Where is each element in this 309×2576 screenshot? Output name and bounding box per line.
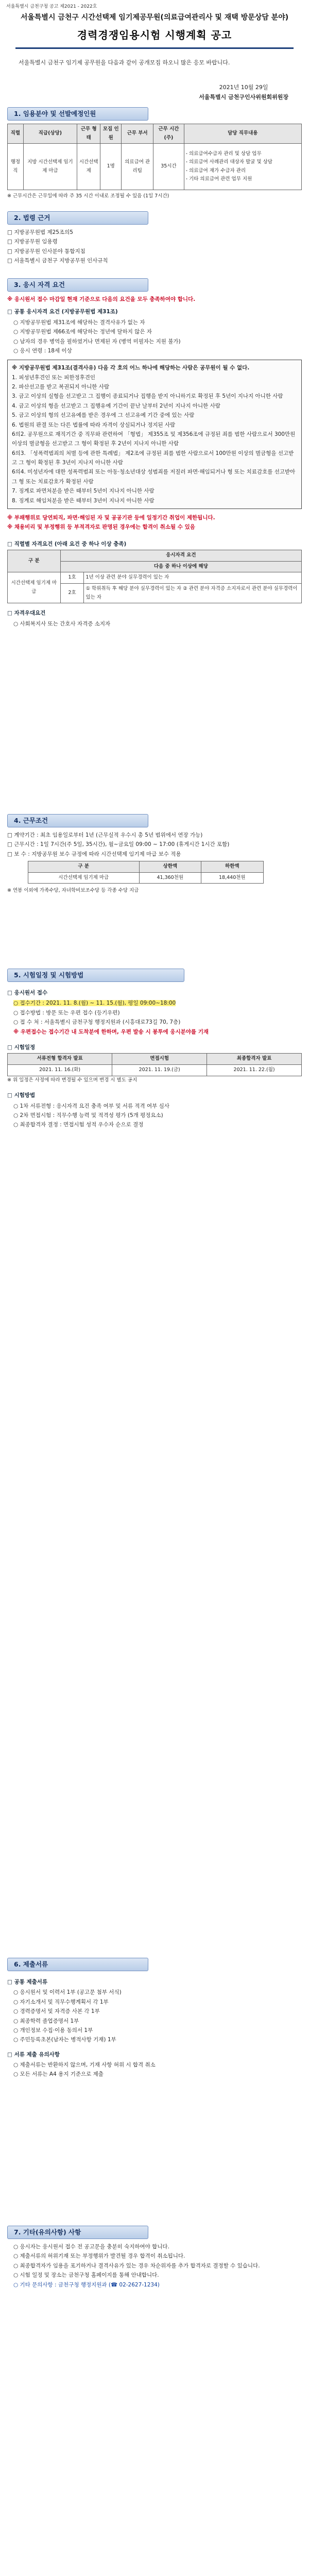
schedule-cell: 2021. 11. 16.(화) <box>8 1064 112 1076</box>
section-3-body <box>7 295 302 629</box>
section-2-heading: 2. 법령 근거 <box>7 211 148 225</box>
etc-contact: ○ 기타 문의사항 : 금천구청 행정지원과 (☎ 02-2627-1234) <box>13 2281 160 2288</box>
section-1-heading: 1. 임용분야 및 선발예정인원 <box>7 107 148 121</box>
disqualification-item: 8. 징계로 해임처분을 받은 때부터 3년이 지나지 아니한 사람 <box>12 497 154 504</box>
application-period-text: ○ 접수기간 : 2021. 11. 8.(월) ~ 11. 15.(월), 평일 09:00~18:00 <box>13 1000 176 1007</box>
series-req-table <box>7 550 302 603</box>
section-5-heading: 5. 시험일정 및 시험방법 <box>7 969 184 982</box>
section-7-heading: 7. 기타(유의사항) 사항 <box>7 2226 148 2239</box>
req-num: 1호 <box>60 572 84 584</box>
pay-col: 구 분 <box>28 861 140 873</box>
col-type: 근무 형태 <box>77 124 100 144</box>
cell-grade: 지방 시간선택제 임기제 마급 <box>23 144 77 190</box>
method-title: □ 시험방법 <box>7 1092 36 1099</box>
schedule-col: 서류전형 합격자 발표 <box>8 1054 112 1065</box>
contract-period: □ 계약기간 : 최초 임용일로부터 1년 (근무실적 우수시 총 5년 범위에서 연장 가능) <box>7 832 203 838</box>
pay-cell: 시간선택제 임기제 마급 <box>28 872 140 884</box>
series-req-title: □ 직렬별 자격요건 (아래 요건 중 하나 이상 충족) <box>7 540 127 547</box>
section-1-footnote: ※ 근무시간은 근무일에 따라 주 35 시간 이내로 조정될 수 있음 (1일 7시간) <box>7 193 169 199</box>
col-series: 직렬 <box>8 124 24 144</box>
warning-1: ※ 부패행위로 당연퇴직, 파면·해임된 자 및 공공기관 등에 일정기간 취업이 제한됩니다. <box>7 514 215 521</box>
req-col-division: 구 분 <box>8 550 61 572</box>
disqualification-item: 6. 법원의 판결 또는 다른 법률에 따라 자격이 상실되거나 정지된 사람 <box>12 421 176 428</box>
etc-item: ○ 최종합격자가 임용을 포기하거나 결격사유가 있는 경우 차순위자를 추가 합격자로 결정할 수 있습니다. <box>13 2262 260 2269</box>
warning-2: ※ 채용비리 및 부정행위 등 부적격자로 판명된 경우에는 합격이 취소될 수 있음 <box>7 524 195 531</box>
law-item: □ 서울특별시 금천구 지방공무원 인사규칙 <box>7 258 108 264</box>
application-place: ○ 접 수 처 : 서울특별시 금천구청 행정지원과 (시흥대로73길 70, 7층) <box>13 1019 181 1026</box>
title-divider <box>15 47 294 49</box>
work-hours: □ 근무시간 : 1일 7시간(주 5일, 35시간), 월~금요일 09:00 ~ 17:00 (휴게시간 1시간 포함) <box>7 841 230 848</box>
col-count: 모집 인원 <box>100 124 122 144</box>
document-number: 서울특별시 금천구청 공고 제2021 - 2022호 <box>6 4 97 9</box>
duty-item: - 의료급여 사례관리 대상자 발굴 및 상담 <box>185 159 272 165</box>
issue-date: 2021년 10월 29일 <box>219 84 268 91</box>
req-text: ① 학위취득 후 해당 분야 실무경력이 있는 자 ② 관련 분야 자격증 소지자로서 관련 분야 실무경력이 있는 자 <box>84 583 302 603</box>
common-req-item: ○ 지방공무원법 제66조에 해당하는 정년에 달하지 않은 자 <box>13 329 152 335</box>
cell-type: 시간선택제 <box>77 144 100 190</box>
law-item: □ 지방공무원 임용령 <box>7 239 58 245</box>
pref-title: □ 자격우대요건 <box>7 610 46 617</box>
doc-item: ○ 주민등록초본(남자는 병적사항 기재) 1부 <box>13 2037 116 2043</box>
disqualification-item: 2. 파산선고를 받고 복권되지 아니한 사람 <box>12 384 109 390</box>
application-caution: ※ 우편접수는 접수기간 내 도착분에 한하며, 우편 발송 시 봉투에 응시분야를 기재 <box>13 1028 209 1035</box>
disqualification-item: 1. 피성년후견인 또는 피한정후견인 <box>12 374 96 381</box>
cell-duties <box>184 144 301 190</box>
disqualification-item: 6의2. 공무원으로 재직기간 중 직무와 관련하여 「형법」 제355조 및 제356조에 규정된 죄를 범한 사람으로서 300만원 이상의 벌금형을 선고받고 그 형이 확정된 후 2년이 지나지 아니한 사람 <box>12 431 296 447</box>
section-7-body <box>7 2242 302 2290</box>
eligibility-lead: ※ 응시원서 접수 마감일 현재 기준으로 다음의 요건을 모두 충족하여야 합니다. <box>7 296 196 302</box>
section-5-body <box>7 985 302 1130</box>
req-num: 2호 <box>60 583 84 603</box>
method-item: ○ 1차 서류전형 : 응시자격 요건 충족 여부 및 서류 적격 여부 심사 <box>13 1103 169 1109</box>
docs-caution-item: ○ 모든 서류는 A4 용지 기준으로 제출 <box>13 2071 104 2078</box>
pay-cell: 18,440천원 <box>201 872 264 884</box>
disqualification-item: 4. 금고 이상의 형을 선고받고 그 집행유예 기간이 끝난 날부터 2년이 지나지 아니한 사람 <box>12 402 220 409</box>
cell-count: 1명 <box>100 144 122 190</box>
section-1-table-wrap <box>7 124 302 201</box>
col-hours: 근무 시간 (주) <box>153 124 184 144</box>
disqualification-box <box>7 360 302 509</box>
section-3-heading: 3. 응시 자격 요건 <box>7 278 148 292</box>
pref-item: ○ 사회복지사 또는 간호사 자격증 소지자 <box>13 620 111 627</box>
common-req-title: □ 공통 응시자격 요건 (지방공무원법 제31조) <box>7 309 118 315</box>
etc-item: ○ 제출서류의 허위기재 또는 부정행위가 발견될 경우 합격이 취소됩니다. <box>13 2253 185 2260</box>
application-period <box>13 998 302 1008</box>
law-item: □ 지방공무원 인사분야 통합지침 <box>7 248 85 255</box>
schedule-col: 최종합격자 발표 <box>207 1054 302 1065</box>
schedule-title: □ 시험일정 <box>7 1044 36 1050</box>
req-row-label: 시간선택제 임기제 마급 <box>8 572 61 603</box>
etc-item: ○ 응시자는 응시원서 접수 전 공고문을 충분히 숙지하여야 합니다. <box>13 2244 169 2250</box>
application-method: ○ 접수방법 : 방문 또는 우편 접수 (등기우편) <box>13 1009 120 1016</box>
common-req-item: ○ 남자의 경우 병역을 필하였거나 면제된 자 (병역 미필자는 지원 불가) <box>13 338 181 345</box>
cell-hours: 35시간 <box>153 144 184 190</box>
method-item: ○ 최종합격자 결정 : 면접시험 성적 우수자 순으로 결정 <box>13 1122 144 1128</box>
schedule-col: 면접시험 <box>112 1054 207 1065</box>
schedule-cell: 2021. 11. 19.(금) <box>112 1064 207 1076</box>
section-6-body <box>7 1974 302 2079</box>
disqualification-item: 6의3. 「성폭력범죄의 처벌 등에 관한 특례법」 제2조에 규정된 죄를 범한 사람으로서 100만원 이상의 벌금형을 선고받고 그 형이 확정된 후 3년이 지나지 아니한 사람 <box>12 450 294 466</box>
duty-item: - 의료급여 재가 수급자 관리 <box>185 167 246 174</box>
disqualification-item: 3. 금고 이상의 실형을 선고받고 그 집행이 종료되거나 집행을 받지 아니하기로 확정된 후 5년이 지나지 아니한 사람 <box>12 393 283 400</box>
pay-cell: 41,360천원 <box>139 872 201 884</box>
application-title: □ 응시원서 접수 <box>7 990 48 996</box>
col-duties: 담당 직무내용 <box>184 124 301 144</box>
title-line-1: 서울특별시 금천구 시간선택제 임기제공무원(의료급여관리사 및 재택 방문상담 분야) <box>20 13 289 22</box>
intro-text: 서울특별시 금천구 임기제 공무원을 다음과 같이 공개모집 하오니 많은 응모 바랍니다. <box>19 59 230 66</box>
cell-series: 행정직 <box>8 144 24 190</box>
duty-item: - 의료급여수급자 관리 및 상담 업무 <box>185 150 262 157</box>
section-2-body <box>7 228 302 266</box>
schedule-cell: 2021. 11. 22.(월) <box>207 1064 302 1076</box>
disqualification-item: 5. 금고 이상의 형의 선고유예를 받은 경우에 그 선고유예 기간 중에 있는 사람 <box>12 412 195 419</box>
req-text: 1년 이상 관련 분야 실무경력이 있는 자 <box>84 572 302 584</box>
duty-item: - 기타 의료급여 관련 업무 지원 <box>185 176 252 182</box>
pay-table <box>28 861 264 884</box>
docs-caution-title: □ 서류 제출 유의사항 <box>7 2051 60 2058</box>
law-item: □ 지방공무원법 제25조의5 <box>7 229 73 235</box>
docs-caution-item: ○ 제출서류는 반환하지 않으며, 기재 사항 허위 시 합격 취소 <box>13 2062 156 2068</box>
disqualification-title: ※ 지방공무원법 제31조(결격사유) 다음 각 호의 어느 하나에 해당하는 사람은 공무원이 될 수 없다. <box>12 365 250 371</box>
pay-note: ※ 연봉 이외에 가족수당, 자녀학비보조수당 등 각종 수당 지급 <box>7 888 139 894</box>
pay-col: 하한액 <box>201 861 264 873</box>
doc-item: ○ 최종학력 졸업증명서 1부 <box>13 2018 79 2024</box>
section-4-heading: 4. 근무조건 <box>7 814 148 827</box>
doc-item: ○ 응시원서 및 이력서 1부 (공고문 첨부 서식) <box>13 1989 122 1996</box>
col-grade: 직급(상당) <box>23 124 77 144</box>
recruit-table <box>7 124 302 190</box>
disqualification-item: 6의4. 미성년자에 대한 성폭력범죄 또는 아동·청소년대상 성범죄를 저질러 파면·해임되거나 형 또는 치료감호를 선고받아 그 형 또는 치료감호가 확정된 사람 <box>12 469 296 485</box>
pay-title: □ 보 수 : 지방공무원 보수 규정에 따라 시간선택제 임기제 마급 보수 적용 <box>7 851 181 857</box>
pay-col: 상한액 <box>139 861 201 873</box>
req-col-sub: 다음 중 하나 이상에 해당 <box>60 561 301 572</box>
page-title: 경력경쟁임용시험 시행계획 공고 <box>77 28 232 41</box>
issue-block <box>199 82 288 103</box>
common-req-item: ○ 지방공무원법 제31조에 해당하는 결격사유가 없는 자 <box>13 319 145 326</box>
issuer-name: 서울특별시 금천구인사위원회위원장 <box>199 94 288 101</box>
title-block <box>0 11 309 49</box>
disqualification-item: 7. 징계로 파면처분을 받은 때부터 5년이 지나지 아니한 사람 <box>12 488 154 495</box>
section-4-body <box>7 831 302 895</box>
docs-title: □ 공통 제출서류 <box>7 1979 48 1985</box>
doc-item: ○ 경력증명서 및 자격증 사본 각 1부 <box>13 2008 100 2015</box>
schedule-table <box>7 1053 302 1076</box>
doc-item: ○ 개인정보 수집·이용 동의서 1부 <box>13 2027 93 2033</box>
cell-dept: 의료급여 관리팀 <box>122 144 153 190</box>
schedule-note: ※ 위 일정은 사정에 따라 변경될 수 있으며 변경 시 별도 공지 <box>7 1077 138 1083</box>
col-dept: 근무 부서 <box>122 124 153 144</box>
etc-item: ○ 시험 일정 및 장소는 금천구청 홈페이지를 통해 안내합니다. <box>13 2272 159 2279</box>
req-col-title: 응시자격 요건 <box>60 550 301 562</box>
method-item: ○ 2차 면접시험 : 직무수행 능력 및 적격성 평가 (5개 평정요소) <box>13 1112 163 1118</box>
section-6-heading: 6. 제출서류 <box>7 1958 148 1971</box>
doc-item: ○ 자기소개서 및 직무수행계획서 각 1부 <box>13 1998 109 2005</box>
common-req-item: ○ 응시 연령 : 18세 이상 <box>13 347 72 354</box>
